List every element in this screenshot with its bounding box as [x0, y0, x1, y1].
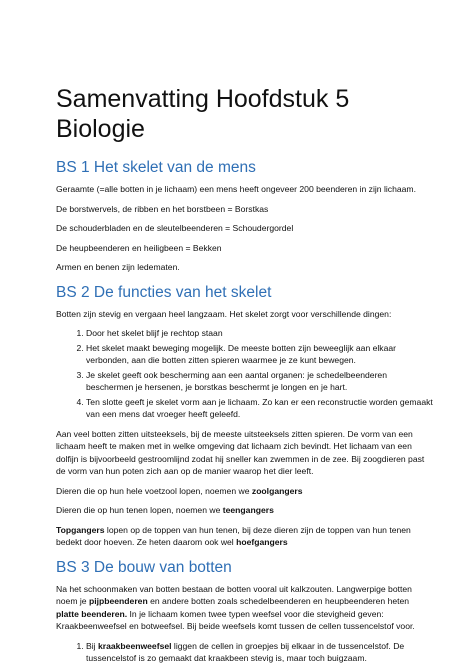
term-kraakbeenweefsel: kraakbeenweefsel [97, 640, 172, 651]
text: In je lichaam komen twee typen weefsel voor die stevigheid geven: Kraakbeenweefsel en botweefsel. Bij beide weefsels komt tussen de cellen tussencelstof voor. [56, 608, 415, 631]
text: Dieren die op hun hele voetzool lopen, noemen we [56, 485, 252, 496]
paragraph-ledematen: Armen en benen zijn ledematen. [56, 262, 180, 272]
paragraph-geraamte: Geraamte (=alle botten in je lichaam) een mens heeft ongeveer 200 beenderen in zijn lichaam. [56, 184, 416, 194]
page-title: Samenvatting Hoofdstuk 5 Biologie [56, 85, 350, 143]
paragraph-intro: Botten zijn stevig en vergaan heel langzaam. Het skelet zorgt voor verschillende dingen: [56, 308, 392, 319]
tissue-list [56, 640, 434, 665]
term-pijpbeenderen: pijpbeenderen [88, 596, 148, 606]
term-teengangers: teengangers [222, 505, 274, 515]
paragraph-bekken: De heupbeenderen en heiligbeen = Bekken [56, 242, 222, 253]
term-topgangers: Topgangers [56, 524, 105, 535]
paragraph-schoudergordel: De schouderbladen en de sleutelbeenderen = Schoudergordel [56, 223, 294, 233]
text: Dieren die op hun tenen lopen, noemen we [56, 505, 223, 515]
list-item: 4. Ten slotte geeft je skelet vorm aan je lichaam. Zo kan er een reconstructie worden gemaakt van een mens dat vroeger heeft geleefd. [86, 396, 434, 421]
list-item: 1. Door het skelet blijf je rechtop staan [86, 327, 434, 340]
functions-list [56, 327, 434, 421]
list-item [86, 640, 434, 665]
text: Bij [86, 640, 98, 651]
list-item: 2. Het skelet maakt beweging mogelijk. De meeste botten zijn beweeglijk aan elkaar verbonden, aan die botten zitten spieren waarmee je ze kunt bewegen. [86, 342, 434, 367]
section-heading-bs2: BS 2 De functies van het skelet [56, 283, 272, 301]
list-item: 3. Je skelet geeft ook bescherming aan een aantal organen: je schedelbeenderen beschermen je hersenen, je borstkas beschermt je longen en je hart. [86, 369, 434, 394]
section-heading-bs3: BS 3 De bouw van botten [56, 558, 232, 576]
paragraph-bouw [56, 583, 434, 633]
paragraph-borstkas: De borstwervels, de ribben en het borstbeen = Borstkas [56, 203, 269, 214]
section-heading-bs1: BS 1 Het skelet van de mens [56, 159, 256, 176]
term-zoolgangers: zoolgangers [251, 485, 303, 496]
paragraph-uitsteeksels: Aan veel botten zitten uitsteeksels, bij de meeste uitsteeksels zitten spieren. De vorm van een lichaam heeft te maken met in welke omgeving dat lichaam zich bevindt. Het lichaam van een dolfijn is bijvoorbeeld gestroomlijnd zodat hij sneller kan zwemmen in de zee. Bij zoogdieren past de vorm van hun poten zich aan op de manier waarop het dier leeft. [56, 428, 425, 476]
text: Na het schoonmaken van botten bestaan de botten vooral uit kalkzouten. Langwerpige botten noem je [56, 583, 412, 606]
paragraph-zoolgangers [56, 485, 434, 498]
paragraph-topgangers [56, 524, 434, 549]
text: lopen op de toppen van hun tenen, bij deze dieren zijn de toppen van hun tenen bedekt door hoeven. Ze heten daarom ook wel [56, 524, 411, 547]
text: liggen de cellen in groepjes bij elkaar in de tussencelstof. De tussencelstof is zo gemaakt dat kraakbeen stevig is, maar toch buigzaam. [86, 640, 405, 663]
text: en andere botten zoals schedelbeenderen en heupbeenderen heten [147, 596, 410, 606]
term-platte-beenderen: platte beenderen. [56, 608, 128, 619]
term-hoefgangers: hoefgangers [236, 537, 288, 547]
paragraph-teengangers [56, 504, 434, 517]
